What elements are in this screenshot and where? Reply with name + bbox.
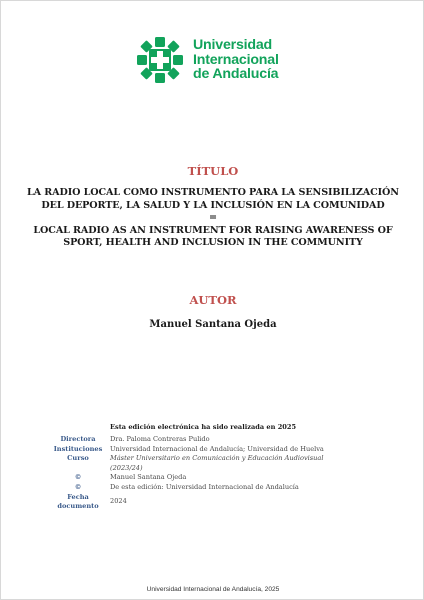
meta-label: Instituciones — [53, 444, 103, 453]
meta-value: Manuel Santana Ojeda — [110, 473, 187, 482]
author-label: AUTOR — [189, 293, 237, 307]
title-es-line-1: LA RADIO LOCAL COMO INSTRUMENTO PARA LA SENSIBILIZACIÓN — [27, 187, 399, 198]
title-label: TÍTULO — [187, 164, 239, 178]
meta-label: Curso — [67, 454, 89, 463]
meta-label — [53, 493, 103, 512]
author-name: Manuel Santana Ojeda — [149, 319, 277, 330]
meta-row-copyright-author — [53, 473, 413, 483]
meta-row-institutions — [53, 445, 413, 455]
meta-row-copyright-edition — [53, 483, 413, 493]
university-name — [193, 38, 279, 82]
title-en-line-2: SPORT, HEALTH AND INCLUSION IN THE COMMUNITY — [63, 237, 363, 249]
page-footer: Universidad Internacional de Andalucía, 2025 — [146, 586, 280, 593]
university-logo — [135, 35, 295, 85]
copyright-symbol: © — [74, 473, 82, 482]
thesis-title — [21, 187, 405, 250]
meta-value: Universidad Internacional de Andalucía; Universidad de Huelva — [110, 444, 324, 453]
logo-line-2: Internacional — [193, 51, 279, 68]
logo-line-1: Universidad — [193, 37, 273, 54]
course-line-1: Máster Universitario en Comunicación y Educación Audiovisual — [110, 454, 324, 463]
meta-value: Dra. Paloma Contreras Pulido — [110, 435, 210, 443]
meta-row-course — [53, 454, 413, 473]
meta-value: De esta edición: Universidad Internacional de Andalucía — [110, 482, 299, 491]
meta-value — [110, 454, 323, 473]
meta-row-director — [53, 435, 413, 445]
title-separator: = — [209, 212, 217, 224]
course-line-2: (2023/24) — [110, 463, 143, 472]
title-es-line-2: DEL DEPORTE, LA SALUD Y LA INCLUSIÓN EN LA COMUNIDAD — [41, 199, 385, 211]
copyright-symbol: © — [74, 482, 82, 491]
date-label-line-2: documento — [57, 502, 99, 511]
title-en-line-1: LOCAL RADIO AS AN INSTRUMENT FOR RAISING AWARENESS OF — [33, 224, 393, 236]
uia-emblem-icon — [135, 35, 185, 85]
date-label-line-1: Fecha — [67, 492, 89, 501]
edition-note: Esta edición electrónica ha sido realizada en 2025 — [110, 423, 297, 431]
meta-row-date — [53, 493, 413, 512]
document-metadata — [53, 435, 413, 512]
meta-label: Directora — [60, 435, 96, 443]
logo-line-3: de Andalucía — [193, 66, 279, 83]
meta-value: 2024 — [110, 497, 127, 506]
